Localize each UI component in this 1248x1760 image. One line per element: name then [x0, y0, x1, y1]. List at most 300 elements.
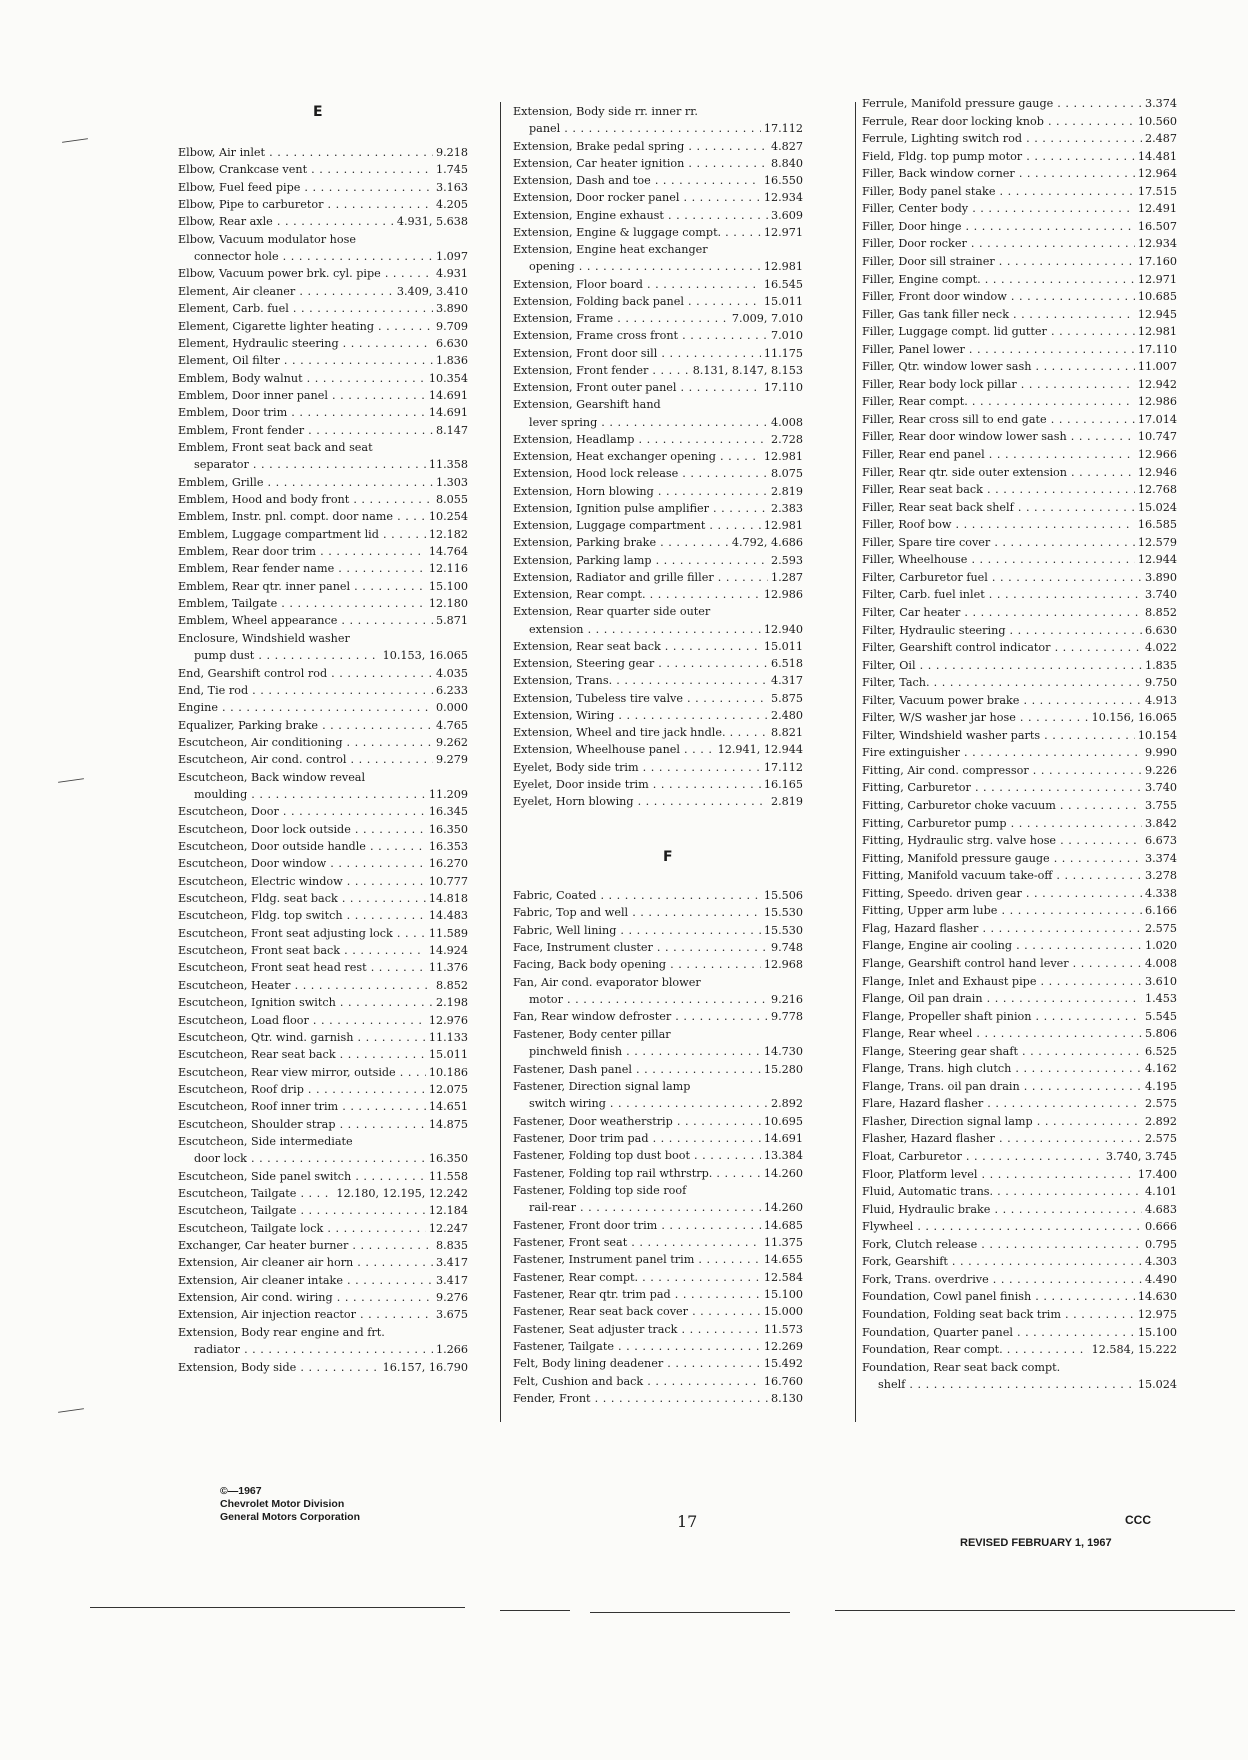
entry-page-reference: 12.579 [1135, 535, 1177, 551]
entry-page-reference: 9.226 [1142, 763, 1177, 779]
entry-label: Fluid, Hydraulic brake . . . [862, 1202, 1177, 1218]
entry-page-reference: 16.350 [426, 1151, 468, 1167]
entry-page-reference: 10.254 [426, 509, 468, 525]
entry-page-reference: 9.218 [433, 145, 468, 161]
entry-page-reference: 1.097 [433, 249, 468, 265]
entry-page-reference: 14.691 [761, 1131, 803, 1147]
entry-label: Foundation, Cowl panel finish . . . [862, 1289, 1177, 1305]
entry-page-reference: 2.487 [1142, 131, 1177, 147]
entry-page-reference: 16.345 [426, 804, 468, 820]
column-divider-left [500, 102, 501, 1422]
entry-page-reference: 8.852 [1142, 605, 1177, 621]
entry-label: Eyelet, Door inside trim . . . [513, 777, 803, 793]
entry-label: Elbow, Air inlet . . . [178, 145, 468, 161]
entry-page-reference: 11.358 [426, 457, 468, 473]
entry-label: Element, Air cleaner . . . [178, 284, 468, 300]
entry-page-reference: 3.890 [433, 301, 468, 317]
entry-label: Filter, Windshield washer parts . . . [862, 728, 1177, 744]
entry-page-reference: 3.609 [768, 208, 803, 224]
entry-label: Fastener, Rear compt. . . . [513, 1270, 803, 1286]
entry-label: Flange, Steering gear shaft . . . [862, 1044, 1177, 1060]
entry-label: Extension, Luggage compartment . . . [513, 518, 803, 534]
entry-label: Filler, Spare tire cover . . . [862, 535, 1177, 551]
entry-page-reference: 3.374 [1142, 851, 1177, 867]
entry-label: Extension, Front door sill . . . [513, 346, 803, 362]
entry-page-reference: 3.409, 3.410 [394, 284, 468, 300]
entry-page-reference: 15.024 [1135, 1377, 1177, 1393]
entry-label: Flange, Propeller shaft pinion . . . [862, 1009, 1177, 1025]
entry-label: Extension, Folding back panel . . . [513, 294, 803, 310]
entry-page-reference: 14.818 [426, 891, 468, 907]
entry-label: extension . . . [529, 622, 803, 638]
entry-label: Emblem, Rear door trim . . . [178, 544, 468, 560]
entry-page-reference: 12.981 [761, 449, 803, 465]
entry-page-reference: 3.740 [1142, 587, 1177, 603]
entry-page-reference: 0.000 [433, 700, 468, 716]
entry-label: Fan, Air cond. evaporator blower [513, 975, 701, 989]
entry-page-reference: 6.233 [433, 683, 468, 699]
entry-page-reference: 2.593 [768, 553, 803, 569]
entry-label: Filler, Center body . . . [862, 201, 1177, 217]
entry-page-reference: 12.981 [761, 259, 803, 275]
entry-label: Filler, Back window corner . . . [862, 166, 1177, 182]
entry-page-reference: 4.162 [1142, 1061, 1177, 1077]
entry-label: Fastener, Folding top dust boot . . . [513, 1148, 803, 1164]
entry-label: Escutcheon, Side intermediate [178, 1134, 353, 1148]
entry-label: Escutcheon, Door . . . [178, 804, 468, 820]
entry-page-reference: 12.971 [761, 225, 803, 241]
margin-mark [62, 138, 88, 143]
entry-label: Escutcheon, Front seat back . . . [178, 943, 468, 959]
entry-page-reference: 2.480 [768, 708, 803, 724]
entry-label: Fitting, Speedo. driven gear . . . [862, 886, 1177, 902]
entry-label: Filler, Gas tank filler neck . . . [862, 307, 1177, 323]
entry-label: Escutcheon, Side panel switch . . . [178, 1169, 468, 1185]
entry-page-reference: 14.924 [426, 943, 468, 959]
entry-page-reference: 11.209 [426, 787, 468, 803]
entry-label: Emblem, Front fender . . . [178, 423, 468, 439]
entry-page-reference: 16.270 [426, 856, 468, 872]
entry-page-reference: 3.163 [433, 180, 468, 196]
entry-page-reference: 7.010 [768, 328, 803, 344]
entry-label: Escutcheon, Fldg. seat back . . . [178, 891, 468, 907]
entry-page-reference: 4.338 [1142, 886, 1177, 902]
entry-page-reference: 8.130 [768, 1391, 803, 1407]
entry-label: Elbow, Vacuum power brk. cyl. pipe . . . [178, 266, 468, 282]
entry-label: Floor, Platform level . . . [862, 1167, 1177, 1183]
entry-page-reference: 4.101 [1142, 1184, 1177, 1200]
entry-label: Element, Cigarette lighter heating . . . [178, 319, 468, 335]
entry-page-reference: 16.545 [761, 277, 803, 293]
entry-label: connector hole . . . [194, 249, 468, 265]
entry-label: Flange, Oil pan drain . . . [862, 991, 1177, 1007]
entry-label: Escutcheon, Tailgate . . . [178, 1203, 468, 1219]
entry-page-reference: 4.827 [768, 139, 803, 155]
entry-page-reference: 17.014 [1135, 412, 1177, 428]
entry-label: pump dust . . . [194, 648, 468, 664]
entry-label: Filler, Rear compt. . . . [862, 394, 1177, 410]
entry-page-reference: 12.940 [761, 622, 803, 638]
page-number: 17 [677, 1512, 698, 1531]
entry-page-reference: 11.376 [426, 960, 468, 976]
entry-page-reference: 12.941, 12.944 [715, 742, 803, 758]
entry-page-reference: 1.287 [768, 570, 803, 586]
entry-page-reference: 10.154 [1135, 728, 1177, 744]
entry-label: Filter, Car heater . . . [862, 605, 1177, 621]
entry-label: Emblem, Wheel appearance . . . [178, 613, 468, 629]
entry-label: opening . . . [529, 259, 803, 275]
entry-label: Emblem, Rear fender name . . . [178, 561, 468, 577]
entry-label: Extension, Wheel and tire jack hndle. . . . [513, 725, 803, 741]
entry-label: Foundation, Quarter panel . . . [862, 1325, 1177, 1341]
entry-page-reference: 9.990 [1142, 745, 1177, 761]
entry-label: Escutcheon, Qtr. wind. garnish . . . [178, 1030, 468, 1046]
entry-page-reference: 12.942 [1135, 377, 1177, 393]
entry-page-reference: 8.131, 8.147, 8.153 [690, 363, 803, 379]
entry-page-reference: 12.269 [761, 1339, 803, 1355]
entry-label: Emblem, Body walnut . . . [178, 371, 468, 387]
entry-label: Flag, Hazard flasher . . . [862, 921, 1177, 937]
entry-label: Filler, Wheelhouse . . . [862, 552, 1177, 568]
entry-label: Extension, Door rocker panel . . . [513, 190, 803, 206]
entry-page-reference: 1.303 [433, 475, 468, 491]
entry-label: Filler, Door sill strainer . . . [862, 254, 1177, 270]
entry-label: Fan, Rear window defroster . . . [513, 1009, 803, 1025]
entry-label: Extension, Rear quarter side outer [513, 605, 711, 619]
entry-page-reference: 12.946 [1135, 465, 1177, 481]
entry-label: Extension, Front fender . . . [513, 363, 803, 379]
entry-page-reference: 15.492 [761, 1356, 803, 1372]
entry-page-reference: 6.518 [768, 656, 803, 672]
entry-page-reference: 1.453 [1142, 991, 1177, 1007]
entry-page-reference: 12.184 [426, 1203, 468, 1219]
entry-label: motor . . . [529, 992, 803, 1008]
entry-label: Eyelet, Body side trim . . . [513, 760, 803, 776]
entry-label: Fork, Clutch release . . . [862, 1237, 1177, 1253]
entry-label: Emblem, Rear qtr. inner panel . . . [178, 579, 468, 595]
entry-page-reference: 2.892 [768, 1096, 803, 1112]
margin-mark [58, 1408, 84, 1413]
entry-label: Extension, Hood lock release . . . [513, 466, 803, 482]
entry-page-reference: 12.180 [426, 596, 468, 612]
entry-page-reference: 15.530 [761, 905, 803, 921]
entry-label: Extension, Trans. . . . [513, 673, 803, 689]
entry-label: Flywheel . . . [862, 1219, 1177, 1235]
entry-page-reference: 11.175 [761, 346, 803, 362]
entry-label: Equalizer, Parking brake . . . [178, 718, 468, 734]
entry-label: Elbow, Fuel feed pipe . . . [178, 180, 468, 196]
entry-page-reference: 12.986 [1135, 394, 1177, 410]
entry-page-reference: 14.260 [761, 1166, 803, 1182]
entry-label: Flasher, Direction signal lamp . . . [862, 1114, 1177, 1130]
entry-label: Fastener, Direction signal lamp [513, 1079, 691, 1093]
entry-label: radiator . . . [194, 1342, 468, 1358]
entry-page-reference: 15.280 [761, 1062, 803, 1078]
entry-label: Enclosure, Windshield washer [178, 631, 350, 645]
entry-label: Fastener, Instrument panel trim . . . [513, 1252, 803, 1268]
entry-label: lever spring . . . [529, 415, 803, 431]
entry-label: Extension, Front outer panel . . . [513, 380, 803, 396]
entry-page-reference: 12.247 [426, 1221, 468, 1237]
entry-page-reference: 4.683 [1142, 1202, 1177, 1218]
entry-page-reference: 14.483 [426, 908, 468, 924]
entry-label: Foundation, Folding seat back trim . . . [862, 1307, 1177, 1323]
entry-label: Extension, Brake pedal spring . . . [513, 139, 803, 155]
entry-page-reference: 16.353 [426, 839, 468, 855]
entry-label: Element, Oil filter . . . [178, 353, 468, 369]
entry-page-reference: 9.750 [1142, 675, 1177, 691]
entry-page-reference: 17.400 [1135, 1167, 1177, 1183]
entry-page-reference: 9.748 [768, 940, 803, 956]
entry-label: Filter, Carb. fuel inlet . . . [862, 587, 1177, 603]
entry-page-reference: 17.515 [1135, 184, 1177, 200]
entry-page-reference: 12.491 [1135, 201, 1177, 217]
entry-page-reference: 8.075 [768, 466, 803, 482]
entry-label: Extension, Air cleaner intake . . . [178, 1273, 468, 1289]
revision-date: REVISED FEBRUARY 1, 1967 [960, 1537, 1112, 1549]
entry-page-reference: 2.819 [768, 794, 803, 810]
entry-label: Fabric, Top and well . . . [513, 905, 803, 921]
entry-page-reference: 1.835 [1142, 658, 1177, 674]
entry-page-reference: 5.545 [1142, 1009, 1177, 1025]
entry-page-reference: 10.560 [1135, 114, 1177, 130]
entry-label: Filter, Carburetor fuel . . . [862, 570, 1177, 586]
entry-label: Extension, Radiator and grille filler . . . [513, 570, 803, 586]
entry-label: Emblem, Tailgate . . . [178, 596, 468, 612]
entry-page-reference: 11.558 [426, 1169, 468, 1185]
entry-label: Extension, Rear seat back . . . [513, 639, 803, 655]
entry-page-reference: 17.110 [761, 380, 803, 396]
entry-label: Filler, Rear door window lower sash . . . [862, 429, 1177, 445]
entry-label: Emblem, Front seat back and seat [178, 440, 373, 454]
entry-label: Eyelet, Horn blowing . . . [513, 794, 803, 810]
entry-page-reference: 0.666 [1142, 1219, 1177, 1235]
entry-page-reference: 9.709 [433, 319, 468, 335]
entry-label: Fastener, Front door trim . . . [513, 1218, 803, 1234]
entry-label: Extension, Air cond. wiring . . . [178, 1290, 468, 1306]
entry-page-reference: 14.630 [1135, 1289, 1177, 1305]
entry-page-reference: 3.417 [433, 1255, 468, 1271]
entry-page-reference: 1.266 [433, 1342, 468, 1358]
entry-page-reference: 16.350 [426, 822, 468, 838]
entry-label: Extension, Dash and toe . . . [513, 173, 803, 189]
entry-label: Extension, Frame cross front . . . [513, 328, 803, 344]
entry-page-reference: 4.205 [433, 197, 468, 213]
entry-label: Fastener, Front seat . . . [513, 1235, 803, 1251]
entry-page-reference: 15.506 [761, 888, 803, 904]
entry-page-reference: 17.112 [761, 760, 803, 776]
entry-label: Extension, Parking brake . . . [513, 535, 803, 551]
entry-page-reference: 15.530 [761, 923, 803, 939]
entry-label: Extension, Car heater ignition . . . [513, 156, 803, 172]
footer-code: CCC [1125, 1513, 1151, 1527]
entry-label: Extension, Engine & luggage compt. . . . [513, 225, 803, 241]
entry-page-reference: 4.913 [1142, 693, 1177, 709]
entry-page-reference: 14.481 [1135, 149, 1177, 165]
entry-page-reference: 8.852 [433, 978, 468, 994]
entry-page-reference: 3.417 [433, 1273, 468, 1289]
entry-page-reference: 12.182 [426, 527, 468, 543]
entry-page-reference: 10.777 [426, 874, 468, 890]
entry-label: Escutcheon, Air cond. control . . . [178, 752, 468, 768]
entry-page-reference: 5.871 [433, 613, 468, 629]
footer-rule [500, 1610, 570, 1611]
entry-page-reference: 4.022 [1142, 640, 1177, 656]
entry-page-reference: 15.011 [426, 1047, 468, 1063]
entry-label: rail-rear . . . [529, 1200, 803, 1216]
entry-label: Emblem, Grille . . . [178, 475, 468, 491]
entry-label: Escutcheon, Roof inner trim . . . [178, 1099, 468, 1115]
entry-label: Extension, Air cleaner air horn . . . [178, 1255, 468, 1271]
entry-label: Escutcheon, Tailgate . . . [178, 1186, 468, 1202]
entry-page-reference: 12.966 [1135, 447, 1177, 463]
entry-label: Escutcheon, Rear seat back . . . [178, 1047, 468, 1063]
entry-label: Fitting, Manifold vacuum take-off . . . [862, 868, 1177, 884]
entry-page-reference: 4.792, 4.686 [729, 535, 803, 551]
entry-label: Emblem, Luggage compartment lid . . . [178, 527, 468, 543]
entry-label: Emblem, Door inner panel . . . [178, 388, 468, 404]
entry-label: Filler, Rear qtr. side outer extension . . . [862, 465, 1177, 481]
entry-page-reference: 11.133 [426, 1030, 468, 1046]
footer-rule [90, 1607, 465, 1608]
entry-label: Ferrule, Lighting switch rod . . . [862, 131, 1177, 147]
entry-label: Extension, Engine exhaust . . . [513, 208, 803, 224]
entry-page-reference: 3.755 [1142, 798, 1177, 814]
entry-page-reference: 12.964 [1135, 166, 1177, 182]
corporation-text: General Motors Corporation [220, 1511, 361, 1523]
entry-page-reference: 4.765 [433, 718, 468, 734]
entry-label: Emblem, Instr. pnl. compt. door name . . . [178, 509, 468, 525]
entry-label: Exchanger, Car heater burner . . . [178, 1238, 468, 1254]
entry-label: Fitting, Hydraulic strg. valve hose . . . [862, 833, 1177, 849]
entry-page-reference: 10.186 [426, 1065, 468, 1081]
entry-page-reference: 1.020 [1142, 938, 1177, 954]
entry-page-reference: 4.303 [1142, 1254, 1177, 1270]
entry-label: Fender, Front . . . [513, 1391, 803, 1407]
entry-page-reference: 15.011 [761, 639, 803, 655]
entry-label: Elbow, Rear axle . . . [178, 214, 468, 230]
entry-label: Fastener, Rear seat back cover . . . [513, 1304, 803, 1320]
entry-page-reference: 15.100 [426, 579, 468, 595]
entry-page-reference: 11.573 [761, 1322, 803, 1338]
entry-page-reference: 10.747 [1135, 429, 1177, 445]
entry-label: Element, Hydraulic steering . . . [178, 336, 468, 352]
entry-label: Fastener, Tailgate . . . [513, 1339, 803, 1355]
entry-label: Escutcheon, Shoulder strap . . . [178, 1117, 468, 1133]
entry-label: Emblem, Door trim . . . [178, 405, 468, 421]
entry-page-reference: 4.008 [768, 415, 803, 431]
entry-label: Fastener, Folding top side roof [513, 1183, 687, 1197]
entry-label: Emblem, Hood and body front . . . [178, 492, 468, 508]
entry-page-reference: 2.575 [1142, 1131, 1177, 1147]
entry-label: separator . . . [194, 457, 468, 473]
entry-label: Facing, Back body opening . . . [513, 957, 803, 973]
entry-page-reference: 12.075 [426, 1082, 468, 1098]
entry-label: Escutcheon, Rear view mirror, outside . . . [178, 1065, 468, 1081]
entry-label: Fabric, Well lining . . . [513, 923, 803, 939]
entry-label: Flange, Engine air cooling . . . [862, 938, 1177, 954]
entry-page-reference: 6.630 [1142, 623, 1177, 639]
entry-page-reference: 6.525 [1142, 1044, 1177, 1060]
entry-page-reference: 8.147 [433, 423, 468, 439]
entry-label: Float, Carburetor . . . [862, 1149, 1177, 1165]
entry-label: Filler, Engine compt. . . . [862, 272, 1177, 288]
entry-page-reference: 3.890 [1142, 570, 1177, 586]
entry-label: Filler, Front door window . . . [862, 289, 1177, 305]
entry-page-reference: 2.575 [1142, 1096, 1177, 1112]
section-letter-f: F [663, 849, 673, 865]
entry-page-reference: 5.806 [1142, 1026, 1177, 1042]
entry-page-reference: 12.584, 15.222 [1089, 1342, 1177, 1358]
entry-page-reference: 12.986 [761, 587, 803, 603]
entry-page-reference: 15.024 [1135, 500, 1177, 516]
entry-label: Fitting, Carburetor pump . . . [862, 816, 1177, 832]
entry-label: Filler, Rear end panel . . . [862, 447, 1177, 463]
entry-page-reference: 16.760 [761, 1374, 803, 1390]
entry-label: Extension, Body rear engine and frt. [178, 1325, 385, 1339]
entry-label: Elbow, Pipe to carburetor . . . [178, 197, 468, 213]
entry-label: Filler, Rear seat back shelf . . . [862, 500, 1177, 516]
entry-label: Ferrule, Manifold pressure gauge . . . [862, 96, 1177, 112]
entry-page-reference: 10.153, 16.065 [380, 648, 468, 664]
entry-page-reference: 9.276 [433, 1290, 468, 1306]
entry-page-reference: 17.160 [1135, 254, 1177, 270]
entry-label: Fitting, Air cond. compressor . . . [862, 763, 1177, 779]
entry-label: shelf . . . [878, 1377, 1177, 1393]
entry-page-reference: 12.975 [1135, 1307, 1177, 1323]
entry-label: Filler, Rear cross sill to end gate . . . [862, 412, 1177, 428]
entry-page-reference: 16.165 [761, 777, 803, 793]
entry-label: Extension, Body side . . . [178, 1360, 468, 1376]
entry-page-reference: 2.383 [768, 501, 803, 517]
entry-label: Flange, Trans. high clutch . . . [862, 1061, 1177, 1077]
footer-rule [590, 1612, 790, 1613]
entry-page-reference: 12.768 [1135, 482, 1177, 498]
entry-page-reference: 14.730 [761, 1044, 803, 1060]
entry-label: Felt, Body lining deadener . . . [513, 1356, 803, 1372]
entry-label: panel . . . [529, 121, 803, 137]
entry-page-reference: 12.934 [1135, 236, 1177, 252]
division-text: Chevrolet Motor Division [220, 1498, 345, 1510]
entry-page-reference: 7.009, 7.010 [729, 311, 803, 327]
entry-page-reference: 16.507 [1135, 219, 1177, 235]
entry-page-reference: 3.675 [433, 1307, 468, 1323]
entry-label: Escutcheon, Electric window . . . [178, 874, 468, 890]
entry-label: Flange, Inlet and Exhaust pipe . . . [862, 974, 1177, 990]
entry-label: Fabric, Coated . . . [513, 888, 803, 904]
entry-label: Extension, Horn blowing . . . [513, 484, 803, 500]
entry-page-reference: 14.651 [426, 1099, 468, 1115]
margin-mark [58, 778, 84, 783]
entry-page-reference: 14.691 [426, 405, 468, 421]
entry-page-reference: 0.795 [1142, 1237, 1177, 1253]
entry-label: moulding . . . [194, 787, 468, 803]
entry-label: Escutcheon, Fldg. top switch . . . [178, 908, 468, 924]
entry-page-reference: 4.195 [1142, 1079, 1177, 1095]
entry-page-reference: 12.981 [761, 518, 803, 534]
entry-page-reference: 5.875 [768, 691, 803, 707]
entry-label: Extension, Tubeless tire valve . . . [513, 691, 803, 707]
entry-page-reference: 3.740 [1142, 780, 1177, 796]
entry-label: Fire extinguisher . . . [862, 745, 1177, 761]
entry-page-reference: 12.945 [1135, 307, 1177, 323]
entry-page-reference: 10.695 [761, 1114, 803, 1130]
entry-page-reference: 12.976 [426, 1013, 468, 1029]
entry-label: Filler, Door hinge . . . [862, 219, 1177, 235]
entry-label: Field, Fldg. top pump motor . . . [862, 149, 1177, 165]
entry-label: Engine . . . [178, 700, 468, 716]
entry-page-reference: 10.156, 16.065 [1089, 710, 1177, 726]
